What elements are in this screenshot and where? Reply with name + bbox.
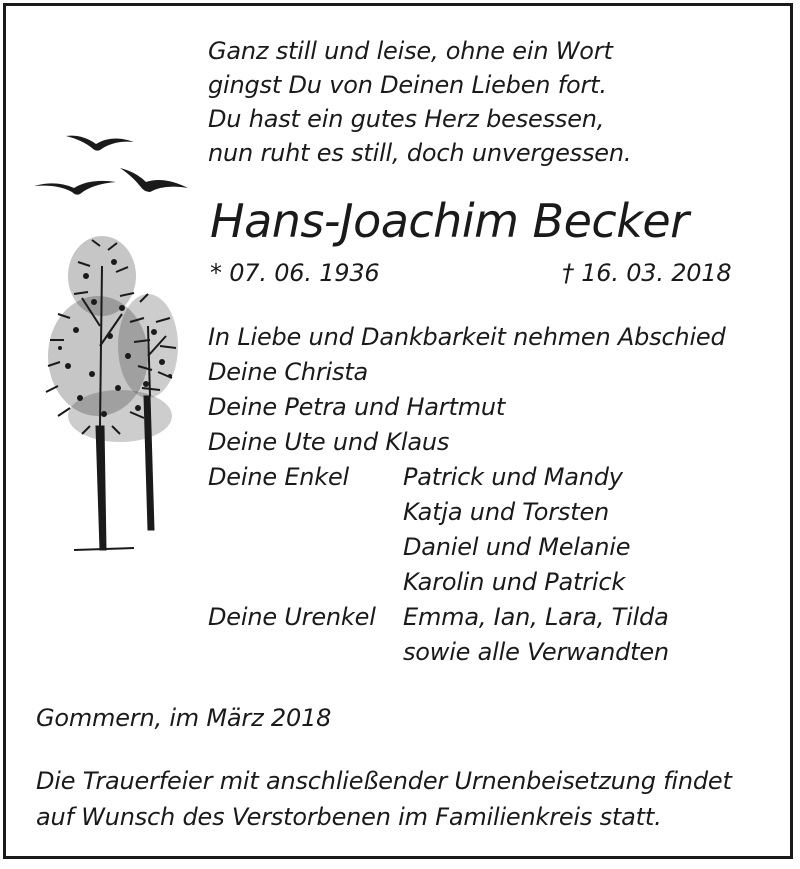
mourner-label: Deine Ute und Klaus <box>208 428 450 456</box>
funeral-notice <box>36 763 732 835</box>
list-item <box>208 495 669 530</box>
poem-line: Du hast ein gutes Herz besessen, <box>208 105 605 133</box>
list-item <box>208 565 669 600</box>
list-item <box>208 530 669 565</box>
place-date: Gommern, im März 2018 <box>36 704 332 732</box>
trees-icon <box>46 236 178 550</box>
mourners-intro: In Liebe und Dankbarkeit nehmen Abschied <box>208 323 726 351</box>
mourner-value: Emma, Ian, Lara, Tilda <box>403 603 669 631</box>
poem-line: Ganz still und leise, ohne ein Wort <box>208 37 613 65</box>
notice-line: auf Wunsch des Verstorbenen im Familienkreis statt. <box>36 803 662 831</box>
mourner-label <box>208 530 403 565</box>
deceased-name: Hans-Joachim Becker <box>210 194 689 248</box>
mourner-value: Karolin und Patrick <box>403 568 626 596</box>
birds-icon <box>34 136 188 195</box>
mourner-label: Deine Urenkel <box>208 603 376 631</box>
mourner-label: Deine Enkel <box>208 463 350 491</box>
list-item <box>208 355 669 390</box>
poem-line: nun ruht es still, doch unvergessen. <box>208 139 632 167</box>
mourner-value: sowie alle Verwandten <box>403 638 669 666</box>
notice-line: Die Trauerfeier mit anschließender Urnenbeisetzung findet <box>36 767 732 795</box>
mourner-label <box>208 635 403 670</box>
poem-line: gingst Du von Deinen Lieben fort. <box>208 71 607 99</box>
mourner-value: Daniel und Melanie <box>403 533 631 561</box>
poem <box>208 34 631 170</box>
mourner-label: Deine Christa <box>208 358 369 386</box>
mourner-label <box>208 495 403 530</box>
list-item <box>208 460 669 495</box>
mourner-value: Katja und Torsten <box>403 498 610 526</box>
mourners-list <box>208 355 669 670</box>
list-item <box>208 600 669 635</box>
mourner-label: Deine Petra und Hartmut <box>208 393 506 421</box>
list-item <box>208 390 669 425</box>
birth-date: * 07. 06. 1936 <box>210 259 380 287</box>
list-item <box>208 635 669 670</box>
mourner-label <box>208 565 403 600</box>
mourner-value: Patrick und Mandy <box>403 463 623 491</box>
list-item <box>208 425 669 460</box>
illustration <box>30 126 200 556</box>
death-date: † 16. 03. 2018 <box>562 259 732 287</box>
